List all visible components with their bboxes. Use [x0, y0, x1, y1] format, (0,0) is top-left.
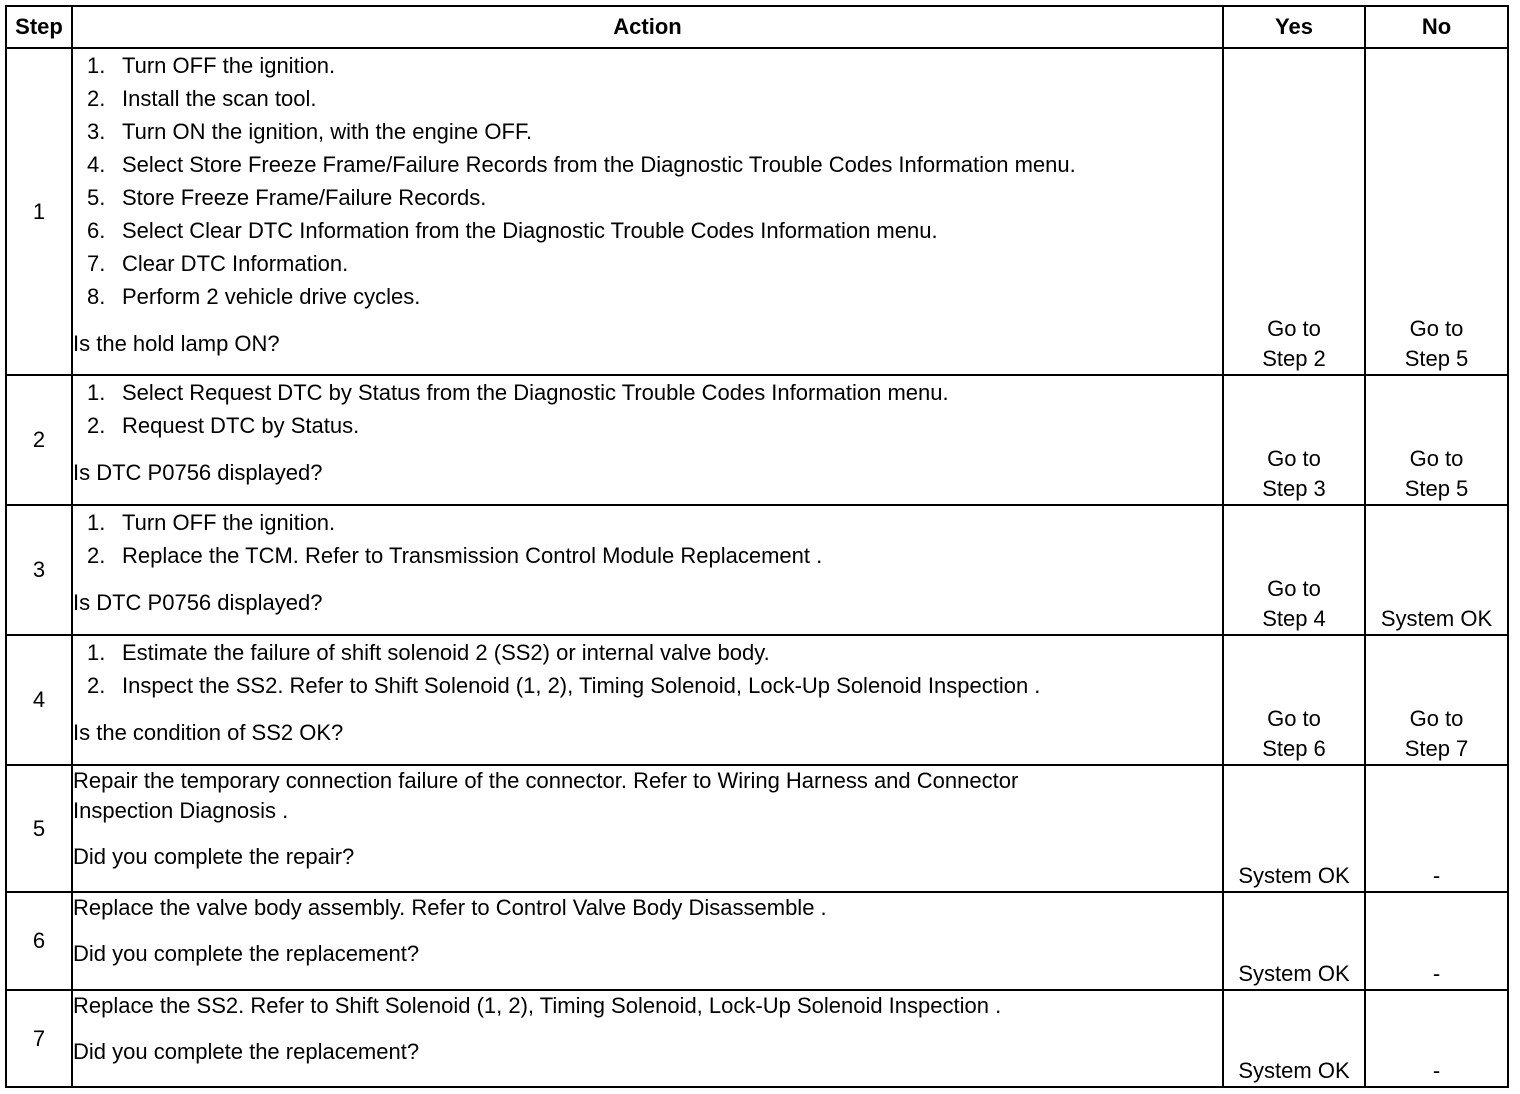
action-item-number: 7. [87, 251, 106, 276]
header-step: Step [6, 6, 72, 48]
action-question: Is DTC P0756 displayed? [73, 590, 323, 615]
step-number: 6 [6, 892, 72, 990]
action-item-text: Perform 2 vehicle drive cycles. [122, 284, 421, 309]
action-item-text: Select Clear DTC Information from the Diagnostic Trouble Codes Information menu. [122, 218, 938, 243]
action-cell [72, 765, 1223, 892]
action-item [73, 181, 1222, 214]
action-item-number: 5. [87, 185, 106, 210]
action-item [73, 506, 1222, 539]
action-item-text: Replace the TCM. Refer to Transmission Control Module Replacement . [122, 543, 823, 568]
no-result-line: - [1432, 961, 1441, 986]
action-question: Is DTC P0756 displayed? [73, 460, 323, 485]
yes-result-line: Go to [1267, 316, 1321, 341]
action-item [73, 280, 1222, 313]
yes-result [1223, 505, 1365, 635]
action-item [73, 247, 1222, 280]
no-result [1365, 505, 1508, 635]
action-item-number: 1. [87, 380, 106, 405]
action-list [73, 636, 1222, 702]
yes-result-line: Step 6 [1262, 736, 1326, 761]
action-question: Is the condition of SS2 OK? [73, 720, 344, 745]
no-result [1365, 48, 1508, 375]
action-item-number: 2. [87, 413, 106, 438]
header-no: No [1365, 6, 1508, 48]
no-result [1365, 635, 1508, 765]
no-result-line: Go to [1409, 316, 1464, 341]
yes-result-line: Go to [1267, 706, 1321, 731]
table-row [6, 892, 1508, 990]
step-number: 4 [6, 635, 72, 765]
action-question: Did you complete the replacement? [73, 1039, 420, 1064]
action-cell [72, 892, 1223, 990]
action-item-text: Request DTC by Status. [122, 413, 360, 438]
yes-result [1223, 765, 1365, 892]
action-item-number: 2. [87, 543, 106, 568]
action-item-number: 2. [87, 673, 106, 698]
table-body [6, 48, 1508, 1087]
no-result-line: Go to [1409, 446, 1464, 471]
action-item-number: 1. [87, 510, 106, 535]
action-question: Is the hold lamp ON? [73, 331, 280, 356]
action-item [73, 539, 1222, 572]
action-item-text: Inspect the SS2. Refer to Shift Solenoid (1, 2), Timing Solenoid, Lock-Up Solenoid Inspection . [122, 673, 1041, 698]
action-item-text: Clear DTC Information. [122, 251, 349, 276]
action-item-text: Store Freeze Frame/Failure Records. [122, 185, 487, 210]
no-result-line: System OK [1380, 606, 1493, 631]
diagnostic-table [5, 5, 1509, 1088]
yes-result-line: Step 3 [1262, 476, 1326, 501]
no-result-line: - [1432, 863, 1441, 888]
action-item-text: Install the scan tool. [122, 86, 317, 111]
yes-result-line: Step 2 [1262, 346, 1326, 371]
action-cell [72, 635, 1223, 765]
action-item-number: 4. [87, 152, 106, 177]
header-action: Action [72, 6, 1223, 48]
table-row [6, 375, 1508, 505]
action-item [73, 214, 1222, 247]
header-yes: Yes [1223, 6, 1365, 48]
yes-result-line: Step 4 [1262, 606, 1326, 631]
action-item-text: Turn ON the ignition, with the engine OFF. [122, 119, 533, 144]
table-row [6, 990, 1508, 1087]
step-number: 2 [6, 375, 72, 505]
action-paragraph: Inspection Diagnosis . [73, 798, 289, 823]
no-result-line: Step 7 [1404, 736, 1469, 761]
action-cell [72, 990, 1223, 1087]
action-item [73, 115, 1222, 148]
step-number: 7 [6, 990, 72, 1087]
action-item-number: 6. [87, 218, 106, 243]
action-cell [72, 375, 1223, 505]
no-result-line: Step 5 [1404, 476, 1469, 501]
yes-result [1223, 635, 1365, 765]
action-item-text: Estimate the failure of shift solenoid 2 (SS2) or internal valve body. [122, 640, 770, 665]
action-item [73, 669, 1222, 702]
no-result [1365, 765, 1508, 892]
action-paragraph: Repair the temporary connection failure of the connector. Refer to Wiring Harness and Connector [73, 768, 1019, 793]
yes-result [1223, 375, 1365, 505]
action-item-number: 3. [87, 119, 106, 144]
table-row [6, 635, 1508, 765]
action-list [73, 49, 1222, 313]
yes-result-line: System OK [1238, 863, 1350, 888]
no-result [1365, 375, 1508, 505]
table-row [6, 505, 1508, 635]
yes-result [1223, 892, 1365, 990]
action-list [73, 506, 1222, 572]
table-row [6, 765, 1508, 892]
action-item [73, 49, 1222, 82]
no-result-line: - [1432, 1058, 1441, 1083]
action-paragraph: Replace the SS2. Refer to Shift Solenoid (1, 2), Timing Solenoid, Lock-Up Solenoid Inspection . [73, 993, 1002, 1018]
action-item [73, 636, 1222, 669]
action-item-text: Turn OFF the ignition. [122, 53, 336, 78]
action-item-number: 8. [87, 284, 106, 309]
action-item [73, 82, 1222, 115]
action-item-text: Select Request DTC by Status from the Diagnostic Trouble Codes Information menu. [122, 380, 949, 405]
no-result [1365, 892, 1508, 990]
action-cell [72, 48, 1223, 375]
no-result [1365, 990, 1508, 1087]
action-item [73, 376, 1222, 409]
yes-result-line: Go to [1267, 576, 1321, 601]
yes-result-line: System OK [1238, 961, 1350, 986]
action-item-number: 1. [87, 53, 106, 78]
action-item [73, 409, 1222, 442]
yes-result [1223, 48, 1365, 375]
no-result-line: Go to [1409, 706, 1464, 731]
action-paragraph: Replace the valve body assembly. Refer to Control Valve Body Disassemble . [73, 895, 827, 920]
action-item-number: 2. [87, 86, 106, 111]
action-question: Did you complete the repair? [73, 844, 355, 869]
yes-result-line: System OK [1238, 1058, 1350, 1083]
action-item-text: Select Store Freeze Frame/Failure Records from the Diagnostic Trouble Codes Information menu. [122, 152, 1076, 177]
action-item [73, 148, 1222, 181]
table-row [6, 48, 1508, 375]
action-item-text: Turn OFF the ignition. [122, 510, 336, 535]
step-number: 1 [6, 48, 72, 375]
yes-result-line: Go to [1267, 446, 1321, 471]
action-item-number: 1. [87, 640, 106, 665]
step-number: 5 [6, 765, 72, 892]
no-result-line: Step 5 [1404, 346, 1469, 371]
action-cell [72, 505, 1223, 635]
header-row [6, 6, 1508, 48]
action-question: Did you complete the replacement? [73, 941, 420, 966]
action-list [73, 376, 1222, 442]
yes-result [1223, 990, 1365, 1087]
step-number: 3 [6, 505, 72, 635]
